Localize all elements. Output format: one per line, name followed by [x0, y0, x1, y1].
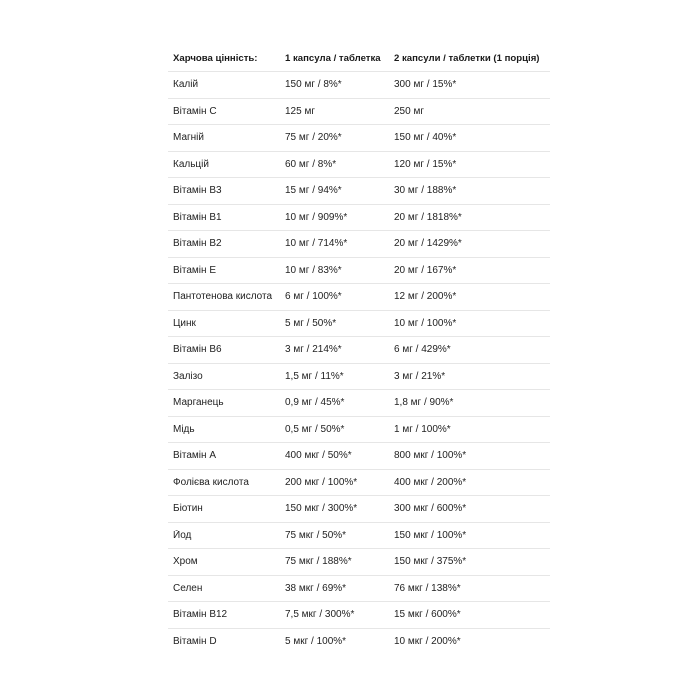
header-nutrient: Харчова цінність: — [173, 53, 258, 64]
table-row — [168, 496, 550, 523]
two-capsules-value: 12 мг / 200%* — [394, 291, 457, 303]
one-capsule-value: 6 мг / 100%* — [285, 291, 342, 303]
one-capsule-value: 150 мг / 8%* — [285, 79, 342, 91]
one-capsule-value: 125 мг — [285, 105, 315, 117]
two-capsules-value: 20 мг / 1818%* — [394, 211, 462, 223]
two-capsules-value: 300 мкг / 600%* — [394, 503, 467, 515]
two-capsules-value: 76 мкг / 138%* — [394, 582, 461, 594]
nutrient-name: Залізо — [173, 370, 203, 382]
nutrient-name: Вітамін А — [173, 450, 216, 462]
nutrient-name: Магній — [173, 132, 204, 144]
table-header-row — [168, 46, 550, 72]
one-capsule-value: 75 мкг / 50%* — [285, 529, 347, 541]
two-capsules-value: 250 мг — [394, 105, 424, 117]
one-capsule-value: 75 мкг / 188%* — [285, 556, 352, 568]
nutrient-name: Вітамін Е — [173, 264, 216, 276]
one-capsule-value: 60 мг / 8%* — [285, 158, 337, 170]
two-capsules-value: 1 мг / 100%* — [394, 423, 451, 435]
table-row — [168, 125, 550, 152]
one-capsule-value: 75 мг / 20%* — [285, 132, 342, 144]
two-capsules-value: 3 мг / 21%* — [394, 370, 446, 382]
one-capsule-value: 7,5 мкг / 300%* — [285, 609, 355, 621]
one-capsule-value: 38 мкг / 69%* — [285, 582, 347, 594]
one-capsule-value: 5 мкг / 100%* — [285, 636, 347, 648]
nutrition-table — [168, 46, 550, 655]
table-row — [168, 576, 550, 603]
two-capsules-value: 6 мг / 429%* — [394, 344, 451, 356]
table-row — [168, 231, 550, 258]
one-capsule-value: 200 мкг / 100%* — [285, 476, 358, 488]
table-row — [168, 152, 550, 179]
one-capsule-value: 0,9 мг / 45%* — [285, 397, 345, 409]
two-capsules-value: 800 мкг / 100%* — [394, 450, 467, 462]
nutrient-name: Вітамін В2 — [173, 238, 222, 250]
two-capsules-value: 15 мкг / 600%* — [394, 609, 461, 621]
one-capsule-value: 15 мг / 94%* — [285, 185, 342, 197]
nutrient-name: Біотин — [173, 503, 203, 515]
one-capsule-value: 5 мг / 50%* — [285, 317, 337, 329]
two-capsules-value: 150 мкг / 375%* — [394, 556, 467, 568]
table-row — [168, 205, 550, 232]
nutrient-name: Цинк — [173, 317, 196, 329]
one-capsule-value: 150 мкг / 300%* — [285, 503, 358, 515]
nutrient-name: Вітамін В12 — [173, 609, 228, 621]
one-capsule-value: 3 мг / 214%* — [285, 344, 342, 356]
two-capsules-value: 150 мг / 40%* — [394, 132, 457, 144]
header-two-capsules: 2 капсули / таблетки (1 порція) — [394, 53, 540, 64]
table-row — [168, 99, 550, 126]
table-row — [168, 311, 550, 338]
table-body — [168, 72, 550, 655]
two-capsules-value: 30 мг / 188%* — [394, 185, 457, 197]
two-capsules-value: 120 мг / 15%* — [394, 158, 457, 170]
one-capsule-value: 400 мкг / 50%* — [285, 450, 352, 462]
table-row — [168, 417, 550, 444]
nutrient-name: Кальцій — [173, 158, 209, 170]
nutrient-name: Мідь — [173, 423, 195, 435]
nutrient-name: Марганець — [173, 397, 224, 409]
table-row — [168, 284, 550, 311]
one-capsule-value: 10 мг / 909%* — [285, 211, 348, 223]
two-capsules-value: 1,8 мг / 90%* — [394, 397, 454, 409]
header-one-capsule: 1 капсула / таблетка — [285, 53, 381, 64]
table-row — [168, 72, 550, 99]
nutrient-name: Вітамін В3 — [173, 185, 222, 197]
nutrient-name: Вітамін С — [173, 105, 217, 117]
one-capsule-value: 1,5 мг / 11%* — [285, 370, 344, 382]
table-row — [168, 258, 550, 285]
nutrient-name: Йод — [173, 529, 192, 541]
two-capsules-value: 10 мг / 100%* — [394, 317, 457, 329]
one-capsule-value: 10 мг / 714%* — [285, 238, 348, 250]
table-row — [168, 549, 550, 576]
nutrient-name: Вітамін В1 — [173, 211, 222, 223]
nutrient-name: Селен — [173, 582, 203, 594]
nutrient-name: Вітамін D — [173, 636, 217, 648]
two-capsules-value: 10 мкг / 200%* — [394, 636, 461, 648]
one-capsule-value: 10 мг / 83%* — [285, 264, 342, 276]
nutrient-name: Калій — [173, 79, 199, 91]
table-row — [168, 470, 550, 497]
table-row — [168, 443, 550, 470]
table-row — [168, 629, 550, 656]
two-capsules-value: 20 мг / 1429%* — [394, 238, 462, 250]
nutrient-name: Пантотенова кислота — [173, 291, 273, 303]
one-capsule-value: 0,5 мг / 50%* — [285, 423, 345, 435]
table-row — [168, 337, 550, 364]
table-row — [168, 523, 550, 550]
table-row — [168, 390, 550, 417]
two-capsules-value: 150 мкг / 100%* — [394, 529, 467, 541]
two-capsules-value: 300 мг / 15%* — [394, 79, 457, 91]
table-row — [168, 364, 550, 391]
two-capsules-value: 400 мкг / 200%* — [394, 476, 467, 488]
two-capsules-value: 20 мг / 167%* — [394, 264, 457, 276]
nutrient-name: Вітамін В6 — [173, 344, 222, 356]
table-row — [168, 602, 550, 629]
nutrient-name: Фолієва кислота — [173, 476, 249, 488]
nutrient-name: Хром — [173, 556, 198, 568]
table-row — [168, 178, 550, 205]
